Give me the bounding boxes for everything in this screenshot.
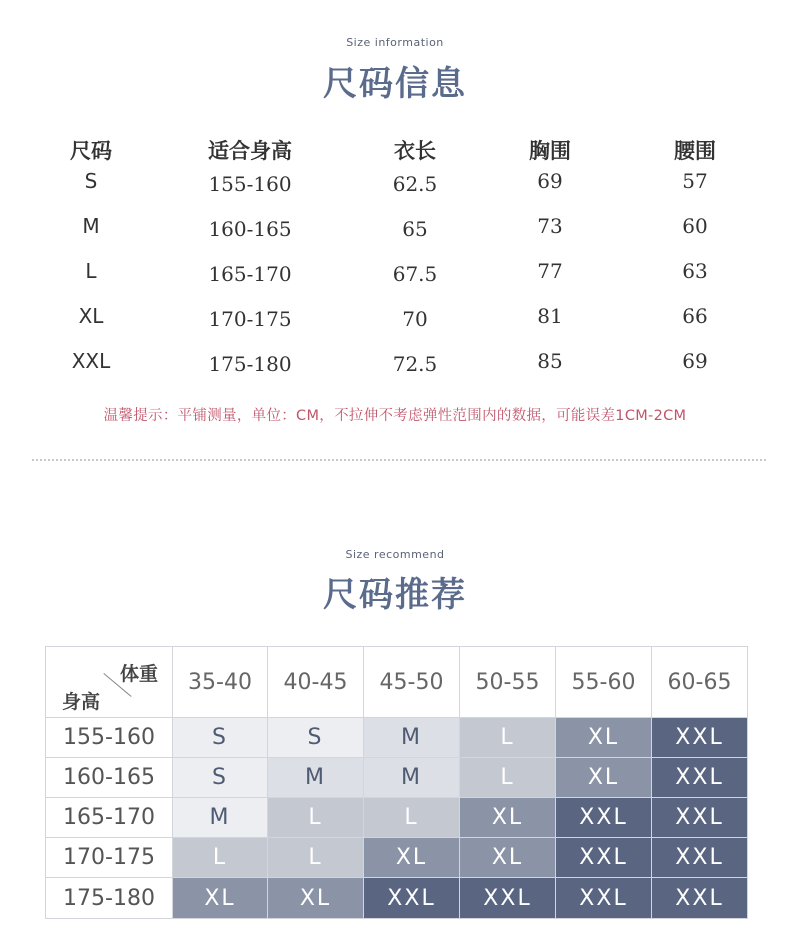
size-recommend-table (45, 646, 748, 919)
recommended-size-cell: XXL (556, 878, 652, 919)
weight-header: 45-50 (364, 647, 460, 718)
size-cell: XL (78, 304, 104, 328)
recommended-size-cell: XL (460, 838, 556, 878)
recommended-size-cell: M (364, 758, 460, 798)
section-divider (32, 459, 766, 461)
recommended-size-cell: XL (556, 758, 652, 798)
chest-cell: 81 (537, 304, 563, 328)
size-info-title: 尺码信息 (323, 64, 467, 104)
size-info-subtitle: Size information (346, 36, 444, 49)
recommended-size-cell: XXL (652, 758, 748, 798)
height-cell: 160-165 (208, 217, 292, 241)
weight-header: 50-55 (460, 647, 556, 718)
recommended-size-cell: M (268, 758, 364, 798)
waist-cell: 66 (682, 304, 708, 328)
weight-header-row (46, 647, 748, 718)
height-header: 170-175 (46, 838, 173, 878)
height-cell: 155-160 (208, 172, 292, 196)
size-cell: XXL (71, 349, 111, 373)
height-header: 155-160 (46, 718, 173, 758)
recommended-size-cell: XXL (460, 878, 556, 919)
header-size: 尺码 (70, 139, 112, 163)
recommended-size-cell: M (364, 718, 460, 758)
recommended-size-cell: L (460, 718, 556, 758)
header-height: 适合身高 (208, 139, 292, 163)
recommended-size-cell: L (268, 798, 364, 838)
recommended-size-cell: XXL (364, 878, 460, 919)
recommended-size-cell: S (173, 758, 268, 798)
measurement-note: 温馨提示：平铺测量，单位：CM，不拉伸不考虑弹性范围内的数据，可能误差1CM-2CM (103, 408, 687, 424)
length-cell: 67.5 (392, 262, 438, 286)
height-cell: 170-175 (208, 307, 292, 331)
weight-header: 60-65 (652, 647, 748, 718)
recommended-size-cell: XL (173, 878, 268, 919)
chest-cell: 73 (537, 214, 563, 238)
corner-cell (46, 647, 173, 718)
height-header: 175-180 (46, 878, 173, 919)
chest-cell: 69 (537, 169, 563, 193)
size-recommend-title: 尺码推荐 (323, 575, 467, 615)
recommended-size-cell: L (268, 838, 364, 878)
waist-cell: 69 (682, 349, 708, 373)
recommended-size-cell: XL (268, 878, 364, 919)
waist-cell: 60 (682, 214, 708, 238)
height-cell: 165-170 (208, 262, 292, 286)
length-cell: 72.5 (392, 352, 438, 376)
waist-cell: 57 (682, 169, 708, 193)
length-cell: 62.5 (392, 172, 438, 196)
weight-header: 40-45 (268, 647, 364, 718)
height-header: 160-165 (46, 758, 173, 798)
recommend-row (46, 798, 748, 838)
recommended-size-cell: XXL (556, 838, 652, 878)
recommended-size-cell: XL (556, 718, 652, 758)
recommended-size-cell: XL (364, 838, 460, 878)
height-header: 165-170 (46, 798, 173, 838)
recommend-row (46, 838, 748, 878)
recommended-size-cell: XXL (556, 798, 652, 838)
height-cell: 175-180 (208, 352, 292, 376)
header-chest: 胸围 (529, 139, 571, 163)
recommend-row (46, 758, 748, 798)
chest-cell: 77 (537, 259, 563, 283)
weight-axis-label: 体重 (119, 663, 158, 685)
recommended-size-cell: XXL (652, 838, 748, 878)
length-cell: 70 (402, 307, 428, 331)
recommended-size-cell: S (268, 718, 364, 758)
recommend-row (46, 878, 748, 919)
weight-header: 55-60 (556, 647, 652, 718)
size-cell: M (82, 214, 100, 238)
length-cell: 65 (402, 217, 428, 241)
waist-cell: 63 (682, 259, 708, 283)
recommended-size-cell: XXL (652, 878, 748, 919)
recommend-row (46, 718, 748, 758)
recommended-size-cell: XXL (652, 798, 748, 838)
recommended-size-cell: L (364, 798, 460, 838)
size-cell: S (84, 169, 98, 193)
recommended-size-cell: L (173, 838, 268, 878)
size-recommend-subtitle: Size recommend (345, 548, 445, 561)
header-length: 衣长 (394, 139, 436, 163)
recommended-size-cell: XXL (652, 718, 748, 758)
recommended-size-cell: L (460, 758, 556, 798)
recommended-size-cell: S (173, 718, 268, 758)
height-axis-label: 身高 (62, 691, 101, 713)
header-waist: 腰围 (674, 139, 716, 163)
recommended-size-cell: XL (460, 798, 556, 838)
weight-header: 35-40 (173, 647, 268, 718)
chest-cell: 85 (537, 349, 563, 373)
recommended-size-cell: M (173, 798, 268, 838)
size-cell: L (85, 259, 97, 283)
